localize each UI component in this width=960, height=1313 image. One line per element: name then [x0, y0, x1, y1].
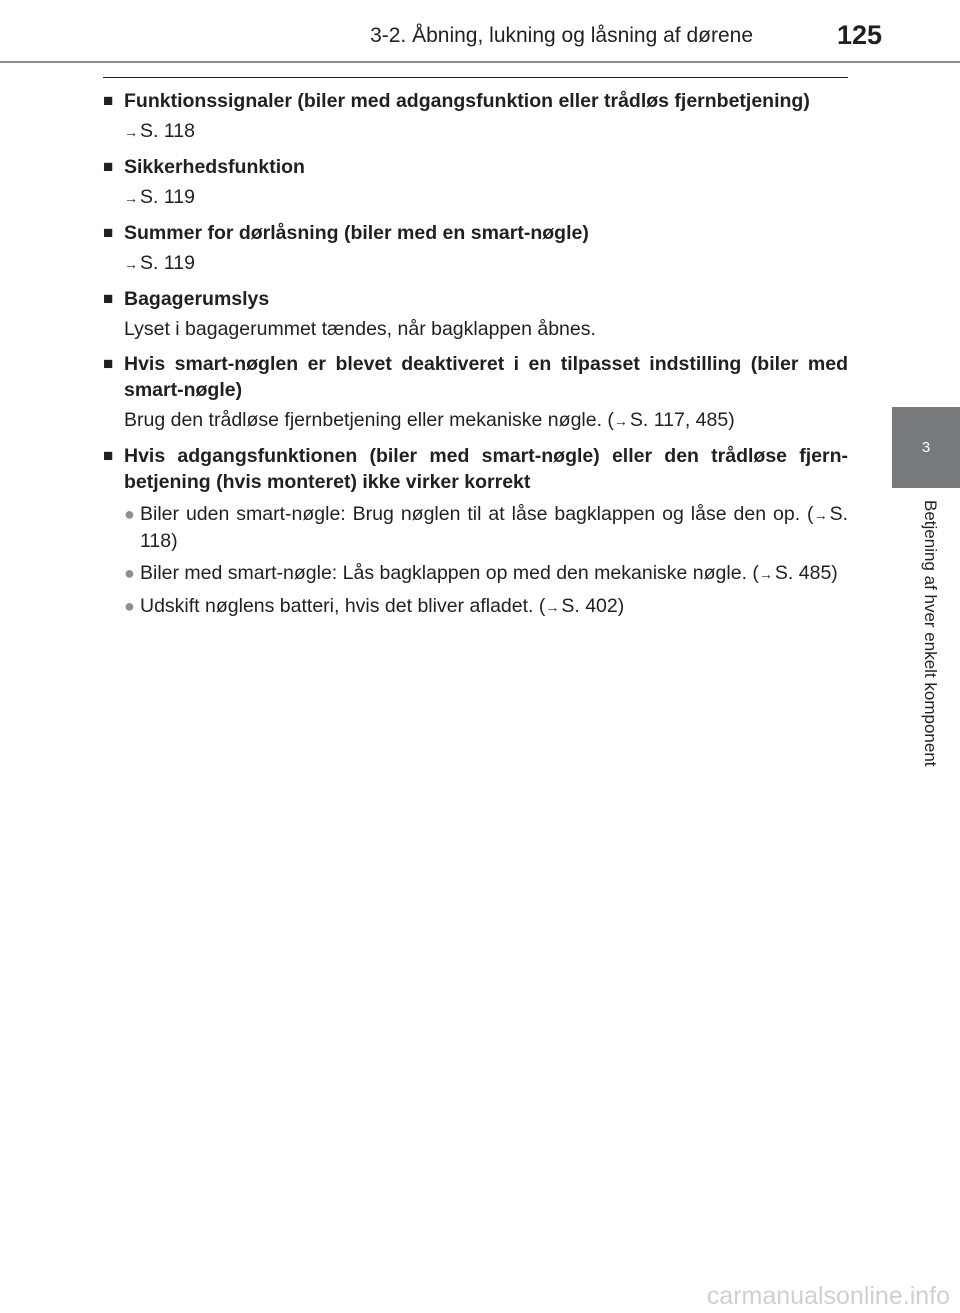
entry-heading: Hvis smart-nøglen er blevet deaktiveret i en tilpasset indstilling (biler med smart-nøgle): [124, 353, 848, 401]
page-reference-link[interactable]: S. 119: [140, 186, 195, 208]
entry-heading: Bagagerumslys: [124, 288, 270, 310]
square-bullet-icon: ■: [103, 446, 114, 465]
list-item-text: Udskift nøglens batteri, hvis det bliver afladet. (: [140, 595, 546, 617]
entry-body-text: Lyset i bagagerummet tændes, når bagklappen åbnes.: [124, 318, 596, 340]
list-item: [103, 501, 848, 554]
entry-heading: Hvis adgangsfunktionen (biler med smart-nøgle) eller den trådløse fjern-betjening (hvis monteret) ikke virker korrekt: [124, 445, 848, 493]
entry-smart-noegle-deaktiveret: [103, 351, 848, 434]
dot-bullet-icon: ●: [124, 596, 135, 616]
entry-heading: Funktionssignaler (biler med adgangsfunktion eller trådløs fjernbetjening): [124, 90, 810, 112]
arrow-right-icon: →: [813, 507, 828, 523]
chapter-label: Betjening af hver enkelt komponent: [921, 500, 940, 767]
square-bullet-icon: ■: [103, 157, 114, 176]
list-item: [103, 593, 848, 620]
page-reference-link[interactable]: S. 402): [561, 595, 625, 617]
arrow-right-icon: →: [758, 566, 773, 582]
entry-summer: [103, 220, 848, 277]
arrow-right-icon: →: [124, 190, 138, 206]
page-reference-link[interactable]: S. 118): [140, 503, 848, 552]
entry-heading: Sikkerhedsfunktion: [124, 156, 305, 178]
entry-sikkerhedsfunktion: [103, 154, 848, 211]
square-bullet-icon: ■: [103, 354, 114, 373]
page-reference-link[interactable]: S. 118: [140, 120, 195, 142]
arrow-right-icon: →: [124, 124, 138, 140]
entry-funktionssignaler: [103, 88, 848, 145]
square-bullet-icon: ■: [103, 223, 114, 242]
dot-bullet-icon: ●: [124, 563, 135, 583]
entry-heading: Summer for dørlåsning (biler med en smart-nøgle): [124, 222, 589, 244]
square-bullet-icon: ■: [103, 91, 114, 110]
arrow-right-icon: →: [613, 413, 628, 429]
page-reference-link[interactable]: S. 485): [774, 562, 838, 584]
watermark: carmanualsonline.info: [706, 1282, 950, 1310]
list-item-text: Biler med smart-nøgle: Lås bagklappen op med den mekaniske nøgle. (: [140, 562, 759, 584]
page-reference-link[interactable]: S. 117, 485): [629, 409, 735, 431]
header-section-title: 3-2. Åbning, lukning og låsning af dørene: [370, 24, 753, 47]
dot-bullet-icon: ●: [124, 504, 135, 524]
list-item: [103, 560, 848, 587]
arrow-right-icon: →: [124, 256, 138, 272]
entry-bagagerumslys: [103, 286, 848, 342]
list-item-text: Biler uden smart-nøgle: Brug nøglen til at låse bagklappen og låse den op. (: [140, 503, 814, 525]
page-reference-link[interactable]: S. 119: [140, 252, 195, 274]
square-bullet-icon: ■: [103, 289, 114, 308]
chapter-number: 3: [921, 439, 931, 456]
entry-body-text: Brug den trådløse fjernbetjening eller mekaniske nøgle. (: [124, 409, 614, 431]
header-divider: [0, 61, 960, 63]
page-content: [103, 88, 848, 629]
section-divider: [103, 77, 848, 78]
entry-adgangsfunktion-fejl: [103, 443, 848, 620]
chapter-tab: [892, 407, 960, 488]
page-number: 125: [836, 20, 882, 50]
arrow-right-icon: →: [545, 599, 560, 615]
